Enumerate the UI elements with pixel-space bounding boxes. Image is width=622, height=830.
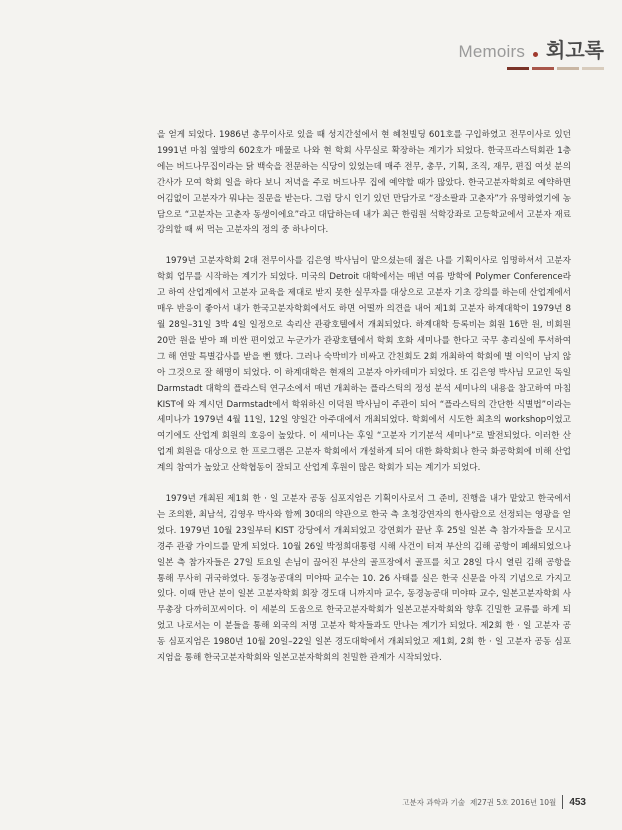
section-title-ko: 회고록 bbox=[546, 38, 604, 62]
color-bar-2 bbox=[532, 67, 554, 70]
section-title-en: Memoirs bbox=[458, 42, 526, 61]
article-paragraph-3: 1979년 개최된 제1회 한 · 일 고분자 공동 심포지엄은 기획이사로서 그 준비, 진행을 내가 맡았고 한국에서는 조의환, 최남석, 김영우 박사와 함께 30대의 약관으로 한국 측 초청강연자의 한사람으로 선정되는 영광을 얻었다. 1979년 10월 23일부터 KIST 강당에서 개최되었고 강연회가 끝난 후 25일 일본 측 참가자들을 모시고 경주 관광 가이드를 맡게 되었다. 10월 26일 박정희대통령 시해 사건이 터져 부산의 김해 공항이 폐쇄되었으나 일본 측 참가자들은 27일 토요일 손님이 끊어진 부산의 골프장에서 골프를 치고 28일 다시 열린 김해 공항을 통해 무사히 귀국하였다. 동경농공대의 미야따 교수는 10. 26 사태를 실은 한국 신문을 아직 기념으로 가지고 있다. 이때 만난 분이 일본 고분자학회 회장 경도대 니까지마 교수, 동경농공대 미야따 교수, 일본고분자학회 사무총장 다까히꼬씨이다. 이 세분의 도움으로 한국고분자학회가 일본고분자학회와 향후 긴밀한 교류를 하게 되었고 나로서는 이 분들을 통해 외국의 저명 고분자 학자들과도 만나는 계기가 되었다. 제2회 한 · 일 고분자 공동 심포지엄은 1980년 10월 20일–22일 일본 경도대학에서 개최되었고 제1회, 2회 한 · 일 고분자 공동 심포지엄을 통해 한국고분자학회와 일본고분자학회의 친밀한 관계가 시작되었다. bbox=[157, 494, 571, 664]
header-color-bars bbox=[507, 67, 604, 70]
section-header bbox=[458, 34, 604, 63]
footer-volume-info: 제27권 5호 2016년 10월 bbox=[469, 797, 557, 807]
color-bar-4 bbox=[582, 67, 604, 70]
article-body bbox=[157, 128, 571, 682]
article-paragraph-2: 1979년 고분자학회 2대 전무이사를 김은영 박사님이 맡으셨는데 젊은 나를 기획이사로 임명하셔서 고분자학회 업무를 시작하는 계기가 되었다. 미국의 Detroit 대학에서는 매년 여름 방학에 Polymer Conference라고 하여 산업계에서 고분자 교육을 제대로 받지 못한 실무자를 대상으로 고분자 기초 강의를 하는데 산업계에서 매우 반응이 좋아서 내가 한국고분자학회에서도 하면 어떨까 의견을 내어 제1회 고분자 하계대학이 1979년 8월 28일–31일 3박 4일 일정으로 속리산 관광호텔에서 개최되었다. 하계대학 등록비는 회원 16만 원, 비회원 20만 원을 받아 꽤 비싼 편이었고 누군가가 관광호텔에서 학회 호화 세미나를 한다고 국무 총리실에 투서하여 그 해 연말 특별감사를 받을 뻔 했다. 그러나 숙박비가 비싸고 간친회도 2회 개최하여 학회에 별 이익이 남지 않아 그것으로 잘 해명이 되었다. 이 하계대학은 현재의 고분자 아카데미가 되었다. 또 김은영 박사님 모교인 독일 Darmstadt 대학의 플라스틱 연구소에서 매년 개최하는 플라스틱의 정성 분석 세미나의 내용을 참고하여 마침 KIST에 와 계시던 Darmstadt에서 학위하신 이덕원 박사님이 주관이 되어 “플라스틱의 간단한 식별법”이라는 세미나가 1979년 4월 11일, 12일 양일간 아주대에서 개최되었다. 학회에서 시도한 최초의 workshop이었고 여기에도 산업계 회원의 호응이 높았다. 이 세미나는 후일 “고분자 기기분석 세미나”로 발전되었다. 이러한 산업계 회원을 대상으로 한 프로그램은 고분자 학회에서 개설하게 되어 대한 화학회나 한국 화공학회에 비해 산업계의 참여가 높았고 산학협동이 잘되고 산업계 후원이 많은 학회가 되는 계기가 되었다. bbox=[157, 256, 571, 474]
page-footer bbox=[402, 795, 586, 809]
footer-journal-name: 고분자 과학과 기술 bbox=[402, 797, 465, 807]
color-bar-3 bbox=[557, 67, 579, 70]
page-number: 453 bbox=[569, 796, 586, 808]
separator-dot-icon bbox=[533, 52, 538, 57]
footer-divider bbox=[562, 795, 563, 809]
color-bar-1 bbox=[507, 67, 529, 70]
article-paragraph-1: 을 얻게 되었다. 1986년 총무이사로 있을 때 성지간설에서 현 혜천빌딩 601호를 구입하였고 전무이사로 있던 1991년 마침 옆방의 602호가 매물로 나와 현 학회 사무실로 확장하는 계기가 되었다. 한국프라스틱회관 1층에는 버드나무집이라는 닭 백숙을 전문하는 식당이 있었는데 매주 전무, 총무, 기획, 조직, 재무, 편집 여섯 분의 간사가 모여 학회 일을 하다 보니 저녁을 주로 버드나무 집에 예약할 때가 많았다. 한국고분자학회로 예약하면 어김없이 고분자가 뭐냐는 질문을 받는다. 그럼 당시 인기 있던 만담가로 “장소팔과 고춘자”가 유명하였기에 농담으로 “고분자는 고춘자 동생이에요”라고 대답하는데 내가 최근 한림원 석학강좌로 고등학교에서 고분자 재료 강의할 때 써 먹는 고분자의 정의 중 하나이다. bbox=[157, 130, 571, 236]
